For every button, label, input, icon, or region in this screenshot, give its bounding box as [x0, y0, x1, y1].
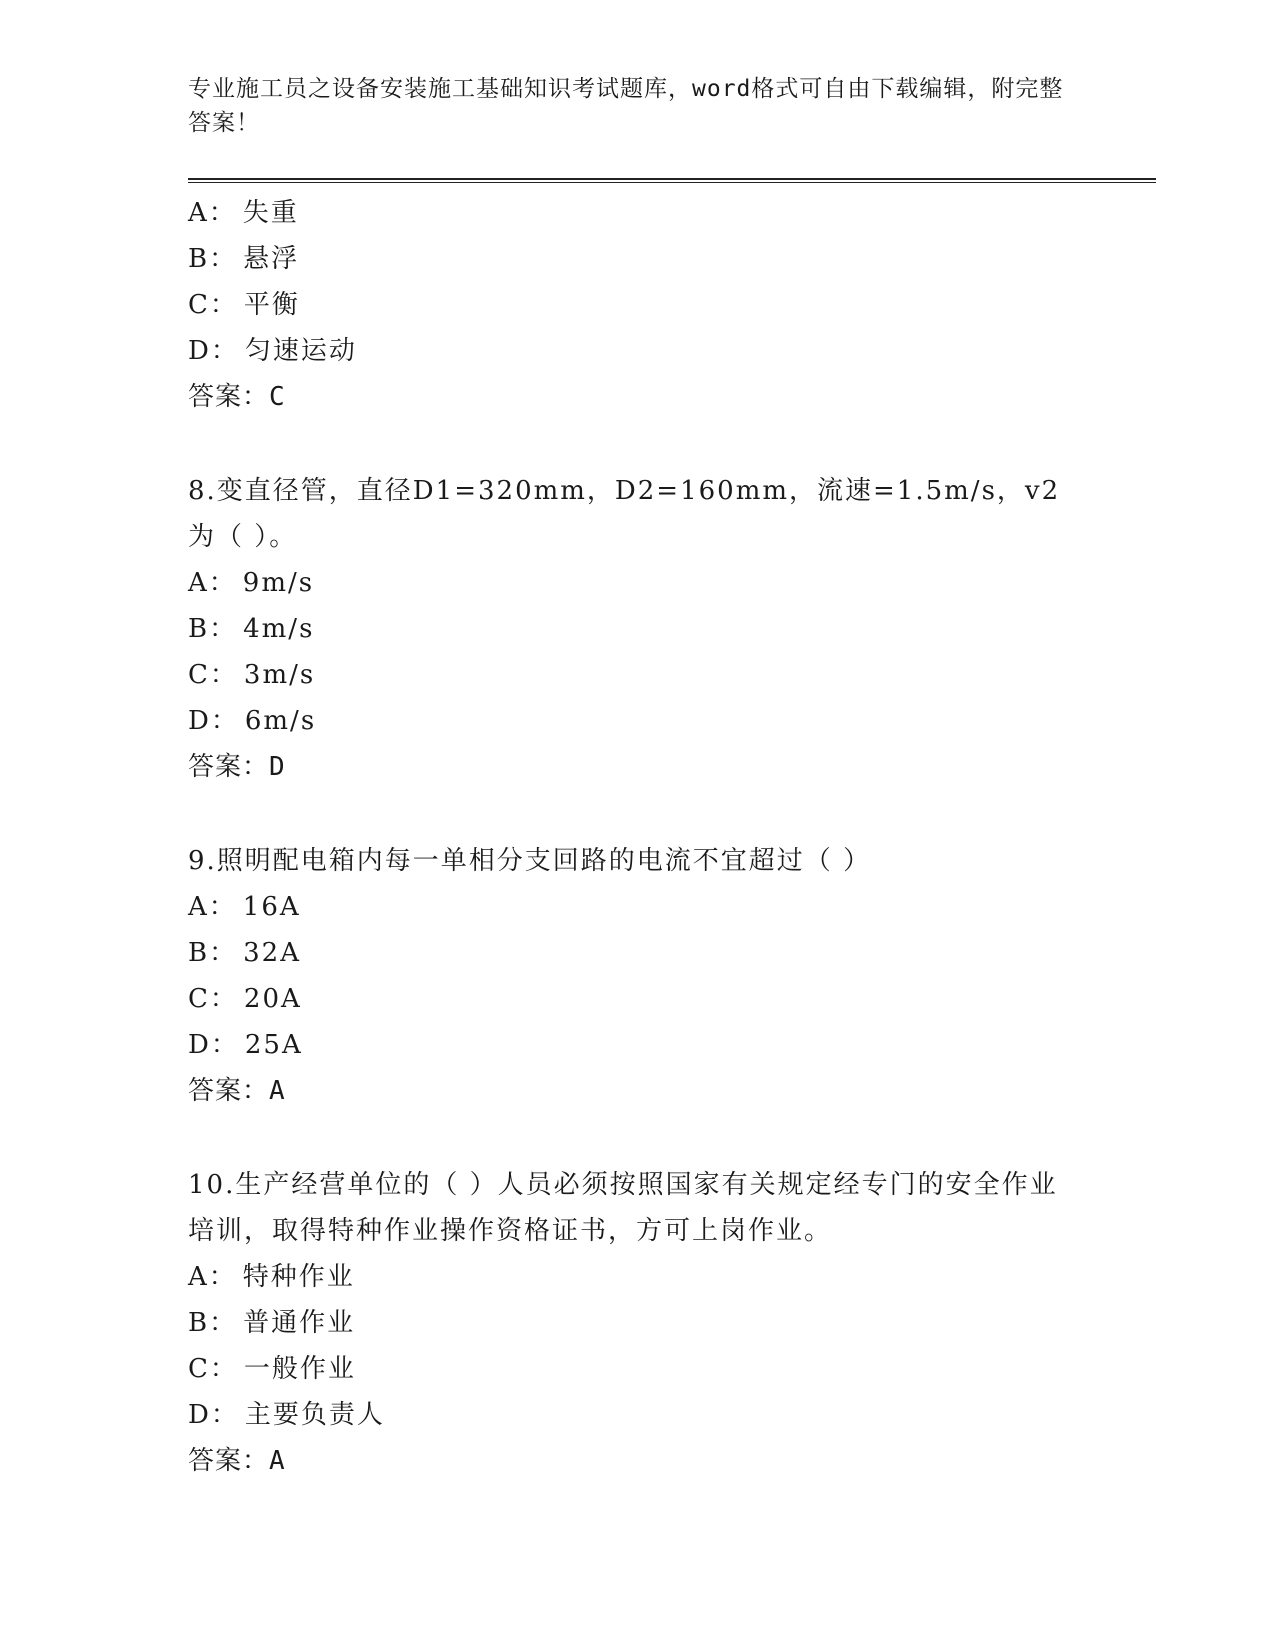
question-text: 10.生产经营单位的（ ）人员必须按照国家有关规定经专门的安全作业培训，取得特种作业操作资格证书，方可上岗作业。 — [188, 1170, 1058, 1246]
option-c — [188, 976, 1068, 1022]
option-value: 3m/s — [243, 660, 316, 690]
option-key: D： — [188, 1030, 239, 1060]
option-value: 4m/s — [243, 614, 315, 644]
option-b — [188, 1300, 1068, 1346]
option-key: B： — [188, 1308, 238, 1338]
option-a — [188, 560, 1068, 606]
option-value: 20A — [243, 984, 302, 1014]
question-text: 9.照明配电箱内每一单相分支回路的电流不宜超过（ ） — [188, 846, 872, 876]
option-key: C： — [188, 1354, 238, 1384]
option-value: 16A — [242, 892, 301, 922]
option-key: B： — [188, 614, 238, 644]
option-c — [188, 652, 1068, 698]
option-d — [188, 698, 1068, 744]
option-b — [188, 236, 1068, 282]
spacer — [188, 1114, 1068, 1162]
option-b — [188, 606, 1068, 652]
option-value: 悬浮 — [243, 244, 300, 274]
option-key: C： — [188, 984, 238, 1014]
option-a — [188, 1254, 1068, 1300]
answer-line: 答案：A — [188, 1446, 286, 1476]
option-c — [188, 1346, 1068, 1392]
option-value: 一般作业 — [243, 1354, 356, 1384]
option-a — [188, 884, 1068, 930]
question-8 — [188, 468, 1068, 790]
header-divider — [188, 178, 1156, 183]
option-key: C： — [188, 290, 238, 320]
option-value: 普通作业 — [243, 1308, 356, 1338]
option-key: A： — [188, 198, 237, 228]
option-c — [188, 282, 1068, 328]
option-value: 失重 — [242, 198, 299, 228]
option-b — [188, 930, 1068, 976]
option-key: A： — [188, 568, 237, 598]
option-a — [188, 190, 1068, 236]
option-value: 6m/s — [244, 706, 317, 736]
answer-line: 答案：A — [188, 1076, 286, 1106]
option-value: 特种作业 — [242, 1262, 355, 1292]
answer-line: 答案：D — [188, 752, 286, 782]
option-value: 平衡 — [243, 290, 300, 320]
question-list — [188, 190, 1068, 1484]
option-key: C： — [188, 660, 238, 690]
option-d — [188, 1392, 1068, 1438]
option-value: 匀速运动 — [244, 336, 357, 366]
spacer — [188, 790, 1068, 838]
question-text: 8.变直径管，直径D1=320mm，D2=160mm，流速=1.5m/s，v2为（ ）。 — [188, 476, 1061, 552]
document-header — [188, 72, 1068, 140]
spacer — [188, 420, 1068, 468]
option-key: D： — [188, 336, 239, 366]
option-key: A： — [188, 892, 237, 922]
option-key: B： — [188, 244, 238, 274]
answer-line: 答案：C — [188, 382, 286, 412]
option-value: 9m/s — [242, 568, 315, 598]
option-key: D： — [188, 1400, 239, 1430]
option-d — [188, 328, 1068, 374]
option-value: 25A — [244, 1030, 303, 1060]
option-d — [188, 1022, 1068, 1068]
option-value: 主要负责人 — [244, 1400, 385, 1430]
intro-text: 专业施工员之设备安装施工基础知识考试题库，word格式可自由下载编辑，附完整答案！ — [188, 76, 1064, 136]
option-key: B： — [188, 938, 238, 968]
question-10 — [188, 1162, 1068, 1484]
question-7 — [188, 190, 1068, 420]
option-key: A： — [188, 1262, 237, 1292]
option-key: D： — [188, 706, 239, 736]
question-9 — [188, 838, 1068, 1114]
option-value: 32A — [243, 938, 301, 968]
